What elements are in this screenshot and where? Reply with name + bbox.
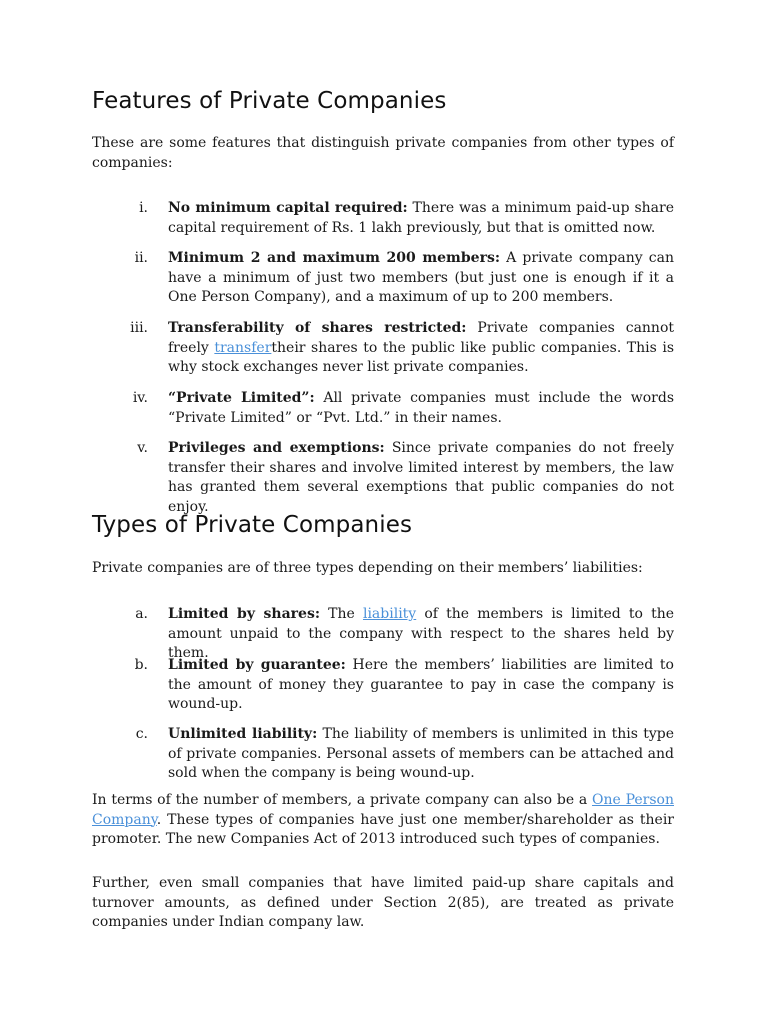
feature-title: Minimum 2 and maximum 200 members: [168,250,500,266]
types-intro: Private companies are of three types depending on their members’ liabilities: [92,560,643,576]
types-heading: Types of Private Companies [92,512,413,538]
small-companies-paragraph: Further, even small companies that have limited paid-up share capitals and turnover amounts, as defined under Section 2(85), are treated as private companies under Indian company law. [92,875,674,930]
type-text: The [320,606,363,622]
one-person-company-link[interactable]: One Person Company [92,792,674,828]
list-marker: a. [135,606,148,622]
type-text: of the members is limited to the amount unpaid to the company with respect to the shares held by them. [168,606,675,661]
list-marker: ii. [134,250,148,266]
feature-text: Private companies cannot freely [168,320,675,356]
type-text: Here the members’ liabilities are limited to the amount of money they guarantee to pay in case the company is wound-up. [168,657,674,712]
liability-link[interactable]: liability [362,606,417,622]
feature-title: Transferability of shares restricted: [168,320,467,336]
type-text: The liability of members is unlimited in this type of private companies. Personal assets of members can be attached and sold when the company is being wound-up. [168,726,674,781]
feature-text: There was a minimum paid-up share capital requirement of Rs. 1 lakh previously, but that is omitted now. [168,200,674,236]
features-heading: Features of Private Companies [92,88,447,114]
list-marker: i. [139,200,148,216]
feature-title: No minimum capital required: [168,200,408,216]
feature-text: A private company can have a minimum of just two members (but just one is enough if it a One Person Company), and a maximum of up to 200 members. [168,250,674,305]
list-marker: c. [135,726,148,742]
feature-title: “Private Limited”: [168,390,315,406]
features-intro: These are some features that distinguish private companies from other types of companies: [92,135,674,171]
one-person-paragraph [92,791,674,850]
feature-text: Since private companies do not freely transfer their shares and involve limited interest by members, the law has granted them several exemptions that public companies do not enjoy. [168,440,674,515]
paragraph-text: . These types of companies have just one member/shareholder as their promoter. The new Companies Act of 2013 introduced such types of companies. [92,811,674,847]
list-marker: v. [137,440,148,456]
transfer-link[interactable]: transfer [214,339,272,356]
list-marker: iv. [132,390,148,406]
feature-title: Privileges and exemptions: [168,440,385,456]
feature-text: All private companies must include the words “Private Limited” or “Pvt. Ltd.” in their names. [168,390,675,426]
type-title: Limited by guarantee: [168,657,346,673]
feature-text: their shares to the public like public companies. This is why stock exchanges never list private companies. [168,339,675,375]
type-title: Limited by shares: [168,606,321,622]
list-marker: b. [134,657,148,673]
paragraph-text: In terms of the number of members, a private company can also be a [92,792,593,808]
list-marker: iii. [130,320,148,336]
type-title: Unlimited liability: [168,726,318,742]
